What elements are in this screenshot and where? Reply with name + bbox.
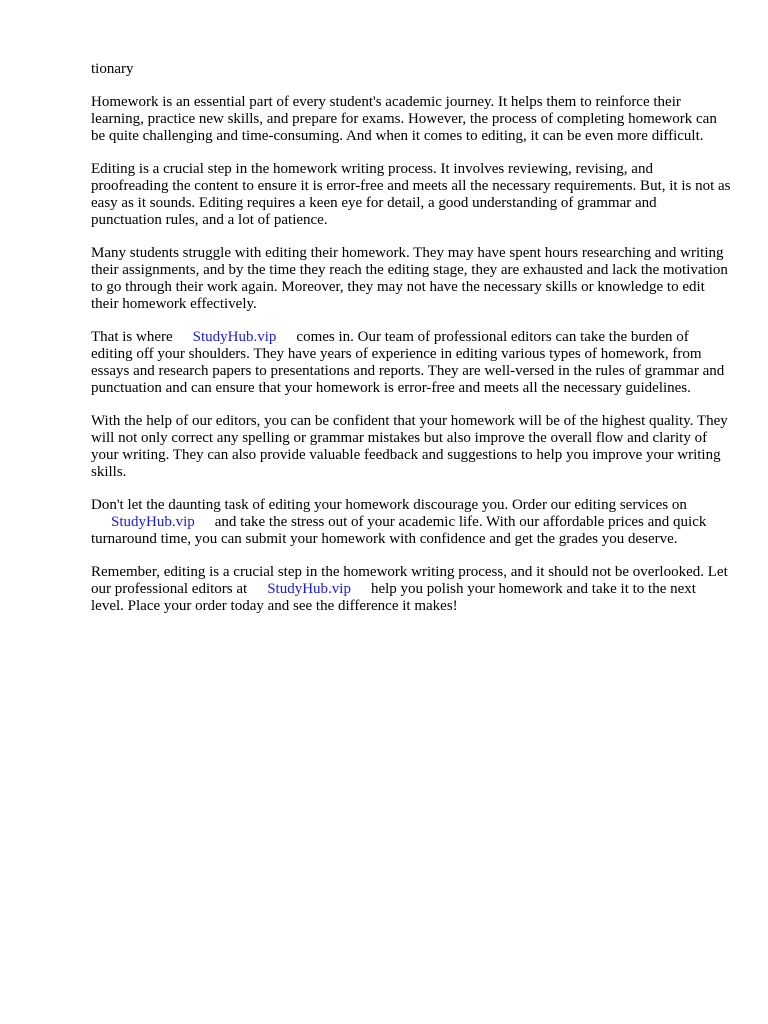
paragraph-remember	[91, 564, 731, 615]
title-fragment: tionary	[91, 61, 134, 77]
studyhub-link[interactable]: StudyHub.vip	[267, 581, 351, 597]
paragraph-order	[91, 497, 731, 548]
document-page	[91, 61, 731, 631]
paragraph-studyhub-after: comes in. Our team of professional editors can take the burden of editing off your shoulders. They have years of experience in editing various types of homework, from essays and research papers to presentations and reports. They are well-versed in the rules of grammar and punctuation and can ensure that your homework is error-free and meets all the necessary guidelines.	[91, 329, 725, 396]
paragraph-editing: Editing is a crucial step in the homework writing process. It involves reviewing, revising, and proofreading the content to ensure it is error-free and meets all the necessary requirements. But, it is not as easy as it sounds. Editing requires a keen eye for detail, a good understanding of grammar and punctuation rules, and a lot of patience.	[91, 161, 731, 228]
paragraph-order-after: and take the stress out of your academic life. With our affordable prices and quick turnaround time, you can submit your homework with confidence and get the grades you deserve.	[91, 514, 707, 547]
paragraph-intro: Homework is an essential part of every student's academic journey. It helps them to reinforce their learning, practice new skills, and prepare for exams. However, the process of completing homework can be quite challenging and time-consuming. And when it comes to editing, it can be even more difficult.	[91, 94, 717, 144]
paragraph-order-before: Don't let the daunting task of editing your homework discourage you. Order our editing services on	[91, 497, 687, 513]
paragraph-struggle: Many students struggle with editing their homework. They may have spent hours researching and writing their assignments, and by the time they reach the editing stage, they are exhausted and lack the motivation to go through their work again. Moreover, they may not have the necessary skills or knowledge to edit their homework effectively.	[91, 245, 728, 312]
paragraph-quality: With the help of our editors, you can be confident that your homework will be of the highest quality. They will not only correct any spelling or grammar mistakes but also improve the overall flow and clarity of your writing. They can also provide valuable feedback and suggestions to help you improve your writing skills.	[91, 413, 728, 480]
paragraph-remember-after: help you polish your homework and take it to the next level. Place your order today and see the difference it makes!	[91, 581, 696, 614]
paragraph-remember-before: Remember, editing is a crucial step in the homework writing process, and it should not be overlooked. Let our professional editors at	[91, 564, 728, 597]
paragraph-studyhub	[91, 329, 731, 397]
paragraph-studyhub-before: That is where	[91, 329, 173, 345]
studyhub-link[interactable]: StudyHub.vip	[192, 329, 277, 345]
studyhub-link[interactable]: StudyHub.vip	[111, 514, 195, 530]
